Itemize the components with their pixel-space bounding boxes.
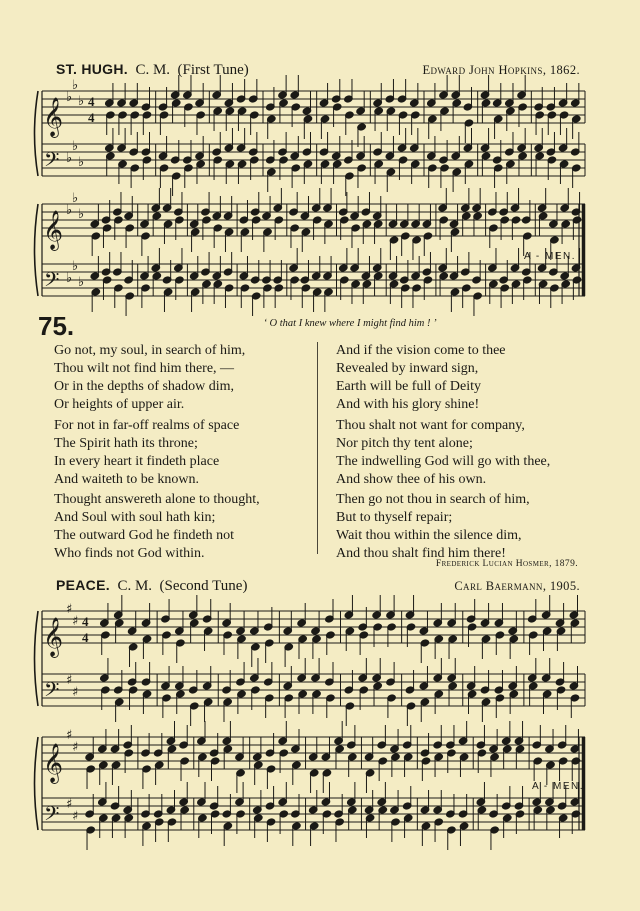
tune2-amen: A - MEN. xyxy=(532,781,585,792)
hymn-epigraph: ‘ O that I knew where I might find him ! ’ xyxy=(263,318,437,329)
treble-clef: 𝄞 xyxy=(43,743,64,783)
stanza-line: And thou shalt find him there! xyxy=(336,546,506,561)
tune2-name: PEACE. xyxy=(56,577,110,593)
flat-sign: ♭ xyxy=(66,90,73,105)
flat-sign: ♭ xyxy=(78,275,85,290)
tune1-qualifier: (First Tune) xyxy=(177,62,249,78)
stanza-line: Or heights of upper air. xyxy=(54,397,185,412)
system-brace xyxy=(35,204,39,296)
tune1-meter: C. M. xyxy=(135,62,171,78)
time-signature: 4 xyxy=(88,110,95,125)
stanza-3 xyxy=(54,491,260,563)
stanza-line: Thou shalt not want for company, xyxy=(336,418,525,433)
stanza-line: The outward God he findeth not xyxy=(54,528,235,543)
sharp-sign: ♯ xyxy=(72,740,79,755)
flat-sign: ♭ xyxy=(66,203,73,218)
flat-sign: ♭ xyxy=(66,271,73,286)
treble-clef: 𝄞 xyxy=(43,210,64,250)
stanza-line: And waiteth to be known. xyxy=(54,472,200,487)
stanza-2 xyxy=(54,417,239,489)
sharp-sign: ♯ xyxy=(66,673,73,688)
stanza-line: Nor pitch thy tent alone; xyxy=(336,436,473,451)
sharp-sign: ♯ xyxy=(72,614,79,629)
stanza-line: Earth will be full of Deity xyxy=(336,379,482,394)
stanza-line: The Spirit hath its throne; xyxy=(54,436,198,451)
tune1-score xyxy=(0,0,640,320)
system-brace xyxy=(35,611,39,706)
tune2-composer: Carl Baermann, 1905. xyxy=(454,579,580,593)
tune1-name: ST. HUGH. xyxy=(56,61,128,77)
flat-sign: ♭ xyxy=(72,191,79,206)
flat-sign: ♭ xyxy=(78,155,85,170)
sharp-sign: ♯ xyxy=(72,809,79,824)
stanza-line: For not in far-off realms of space xyxy=(54,418,240,433)
bass-clef: 𝄢 xyxy=(44,678,60,706)
sharp-sign: ♯ xyxy=(66,797,73,812)
time-signature: 4 xyxy=(82,630,89,645)
time-signature: 4 xyxy=(88,94,95,109)
treble-clef: 𝄞 xyxy=(43,97,64,137)
stanza-line: And if the vision come to thee xyxy=(336,343,506,358)
stanza-line: And Soul with soul hath kin; xyxy=(54,510,216,525)
treble-clef: 𝄞 xyxy=(43,617,64,657)
stanza-line: Thou wilt not find him there, — xyxy=(54,361,235,376)
flat-sign: ♭ xyxy=(72,259,79,274)
tune1-amen: A - MEN. xyxy=(524,251,577,262)
stanza-line: And with his glory shine! xyxy=(336,397,480,412)
stanza-line: But to thyself repair; xyxy=(336,510,453,525)
stanza-1 xyxy=(54,342,245,414)
time-signature: 4 xyxy=(82,614,89,629)
tune2-qualifier: (Second Tune) xyxy=(159,578,248,594)
stanza-line: Who finds not God within. xyxy=(54,546,205,561)
stanza-line: Thought answereth alone to thought, xyxy=(54,492,260,507)
bass-clef: 𝄢 xyxy=(44,268,60,296)
bass-clef: 𝄢 xyxy=(44,148,60,176)
sharp-sign: ♯ xyxy=(72,685,79,700)
stanza-4 xyxy=(336,342,506,414)
flat-sign: ♭ xyxy=(72,78,79,93)
stanza-line: And show thee of his own. xyxy=(336,472,487,487)
stanza-5 xyxy=(336,417,550,489)
stanza-line: Or in the depths of shadow dim, xyxy=(54,379,235,394)
column-divider xyxy=(317,342,318,554)
stanza-line: In every heart it findeth place xyxy=(54,454,220,469)
bass-clef: 𝄢 xyxy=(44,802,60,830)
flat-sign: ♭ xyxy=(78,94,85,109)
system-brace xyxy=(35,737,39,830)
stanza-line: Wait thou within the silence dim, xyxy=(336,528,522,543)
stanza-line: Then go not thou in search of him, xyxy=(336,492,530,507)
tune2-score xyxy=(0,590,640,911)
flat-sign: ♭ xyxy=(78,207,85,222)
stanza-line: Go not, my soul, in search of him, xyxy=(54,343,246,358)
flat-sign: ♭ xyxy=(66,151,73,166)
stanza-6 xyxy=(336,491,530,563)
tune1-composer: Edward John Hopkins, 1862. xyxy=(422,63,580,77)
sharp-sign: ♯ xyxy=(66,602,73,617)
text-attribution: Frederick Lucian Hosmer, 1879. xyxy=(435,559,578,569)
stanza-line: The indwelling God will go with thee, xyxy=(336,454,551,469)
tune2-meter: C. M. xyxy=(117,578,153,594)
flat-sign: ♭ xyxy=(72,139,79,154)
stanza-line: Revealed by inward sign, xyxy=(336,361,479,376)
system-brace xyxy=(35,91,39,176)
sharp-sign: ♯ xyxy=(66,728,73,743)
hymn-number: 75. xyxy=(38,311,75,341)
